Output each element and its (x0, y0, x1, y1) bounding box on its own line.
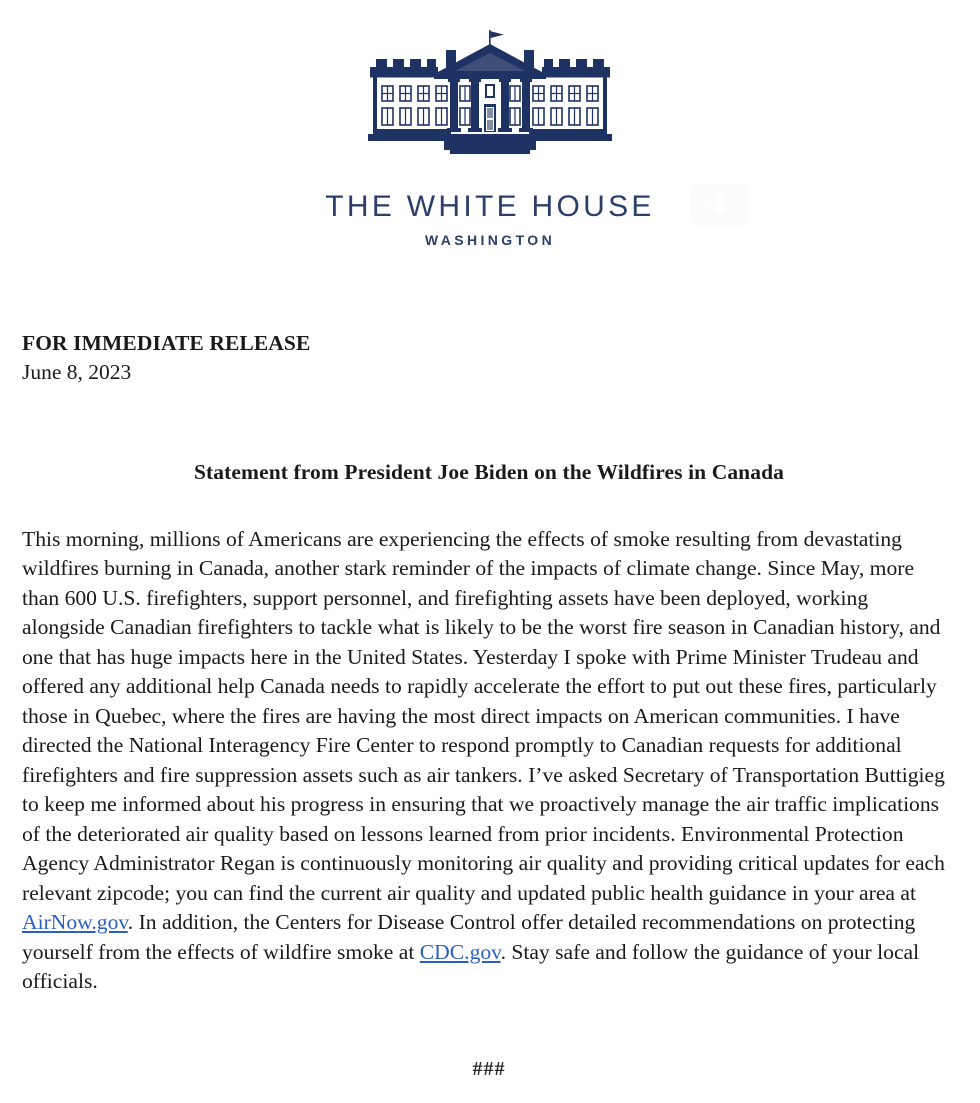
cdc-link[interactable]: CDC.gov (419, 939, 501, 964)
end-marks: ### (472, 1058, 506, 1080)
release-date: June 8, 2023 (22, 359, 132, 384)
masthead (0, 0, 980, 247)
release-block (22, 329, 622, 386)
white-house-wordmark: THE WHITE HOUSE (325, 190, 655, 223)
washington-subwordmark: WASHINGTON (424, 232, 556, 248)
body-segment-2: . In addition, the Centers for Disease Control offer detailed recommendations on protecting yourself from the effects of wildfire smoke at (22, 910, 916, 964)
airnow-link[interactable]: AirNow.gov (22, 910, 128, 935)
release-label: FOR IMMEDIATE RELEASE (22, 331, 311, 355)
body-segment-1: This morning, millions of Americans are experiencing the effects of smoke resulting from devastating wildfires burning in Canada, another stark reminder of the impacts of climate change. Since May, more than 600 U.S. firefighters, support personnel, and firefighting assets have been deployed, working alongside Canadian firefighters to tackle what is likely to be the worst fire season in Canadian history, and one that has huge impacts here in the United States. Yesterday I spoke with Prime Minister Trudeau and offered any additional help Canada needs to rapidly accelerate the effort to put out these fires, particularly those in Quebec, where the fires are having the most direct impacts on American communities. I have directed the National Interagency Fire Center to respond promptly to Canadian requests for additional firefighters and fire suppression assets such as air tankers. I’ve asked Secretary of Transportation Buttigieg to keep me informed about his progress in ensuring that we proactively manage the air traffic implications of the deteriorated air quality based on lessons learned from prior incidents. Environmental Protection Agency Administrator Regan is continuously monitoring air quality and providing critical updates for each relevant zipcode; you can find the current air quality and updated public health guidance in your area at (22, 526, 945, 905)
white-house-building-icon (354, 28, 626, 158)
statement-body (22, 525, 956, 997)
download-arrow-icon[interactable] (690, 184, 748, 226)
page-title: Statement from President Joe Biden on the Wildfires in Canada (193, 460, 784, 485)
body-segment-3: . Stay safe and follow the guidance of your local officials. (22, 939, 920, 994)
download-arrow-glyph (715, 193, 723, 207)
